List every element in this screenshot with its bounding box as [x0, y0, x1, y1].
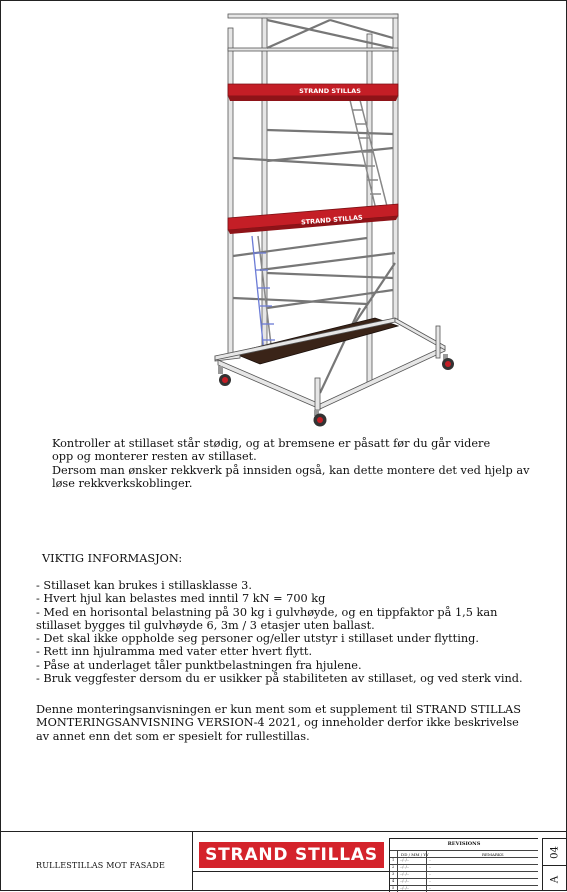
platform-label-upper: STRAND STILLAS	[299, 87, 361, 95]
revision-remark: ..	[429, 872, 432, 876]
text-line: Kontroller at stillaset står stødig, og at bremsene er påsatt før du går videre	[52, 437, 491, 450]
table-divider	[390, 885, 538, 886]
list-item: - Bruk veggfester dersom du er usikker på stabiliteten av stillaset, og ved sterk vind.	[36, 672, 523, 686]
list-item: stillaset bygges til gulvhøyde 6, 3m / 3 etasjer uten ballast.	[36, 618, 375, 632]
revision-number: 2	[392, 865, 395, 869]
revisions-remarks-header: REMARKS	[482, 852, 504, 857]
intro-paragraph	[52, 437, 529, 490]
revision-remark: ..	[429, 886, 432, 890]
revisions-date-header: DD / MM / YY	[401, 852, 429, 857]
revision-date: ../../..	[400, 886, 410, 890]
text-line: Denne monteringsanvisningen er kun ment som et supplement til STRAND STILLAS	[36, 703, 521, 716]
company-logo	[199, 842, 384, 868]
list-item: - Det skal ikke oppholde seg personer og/eller utstyr i stillaset under flytting.	[36, 632, 479, 646]
list-item: - Stillaset kan brukes i stillasklasse 3.	[36, 579, 252, 592]
list-item: - Hvert hjul kan belastes med inntil 7 kN = 700 kg	[36, 592, 326, 606]
revision-remark: ..	[429, 879, 432, 883]
list-item: - Påse at underlaget tåler punktbelastningen fra hjulene.	[36, 658, 362, 672]
revision-number: 3	[392, 872, 395, 876]
footer-divider	[0, 831, 567, 832]
page-number: 04	[549, 846, 561, 859]
document-title: RULLESTILLAS MOT FASADE	[36, 861, 166, 870]
page-info-column	[542, 838, 567, 891]
list-item: - Rett inn hjulramma med vater etter hvert flytt.	[36, 645, 313, 659]
platform-label-lower: STRAND STILLAS	[300, 213, 363, 227]
text-line: løse rekkverkskoblinger.	[52, 476, 193, 490]
table-divider	[390, 850, 538, 851]
table-divider	[390, 857, 538, 858]
wheel-icon	[442, 354, 454, 370]
text-line: av annet enn det som er spesielt for rullestillas.	[36, 729, 310, 743]
footer-divider	[543, 865, 567, 866]
revisions-title: REVISIONS	[447, 841, 481, 847]
wheel-icon	[314, 410, 327, 427]
list-item: - Med en horisontal belastning på 30 kg i gulvhøyde, og en tippfaktor på 1,5 kan	[36, 605, 498, 619]
revision-remark: ..	[429, 858, 432, 862]
revision-letter: A	[549, 875, 561, 884]
revision-remark: ..	[429, 865, 432, 869]
closing-paragraph	[36, 703, 521, 743]
text-line: Dersom man ønsker rekkverk på innsiden også, kan dette montere det ved hjelp av	[52, 463, 530, 477]
scaffold-illustration	[200, 8, 470, 428]
text-line: MONTERINGSANVISNING VERSION-4 2021, og inneholder derfor ikke beskrivelse	[36, 716, 519, 730]
revision-date: ../../..	[400, 865, 410, 869]
revisions-table	[389, 838, 538, 892]
revision-date: ../../..	[400, 879, 410, 883]
revision-number: 5	[392, 886, 395, 890]
revision-number: 1	[392, 858, 395, 862]
revision-number: 4	[392, 879, 395, 883]
section-title: VIKTIG INFORMASJON:	[42, 552, 183, 565]
footer-divider	[192, 831, 193, 891]
text-line: opp og monterer resten av stillaset.	[52, 450, 257, 464]
table-divider	[390, 878, 538, 879]
important-info-list	[36, 579, 523, 685]
footer-divider	[192, 871, 389, 872]
revision-date: ../../..	[400, 872, 410, 876]
table-divider	[390, 871, 538, 872]
revision-date: ../../..	[400, 858, 410, 862]
table-divider	[390, 864, 538, 865]
logo-text: STRAND STILLAS	[205, 845, 378, 865]
